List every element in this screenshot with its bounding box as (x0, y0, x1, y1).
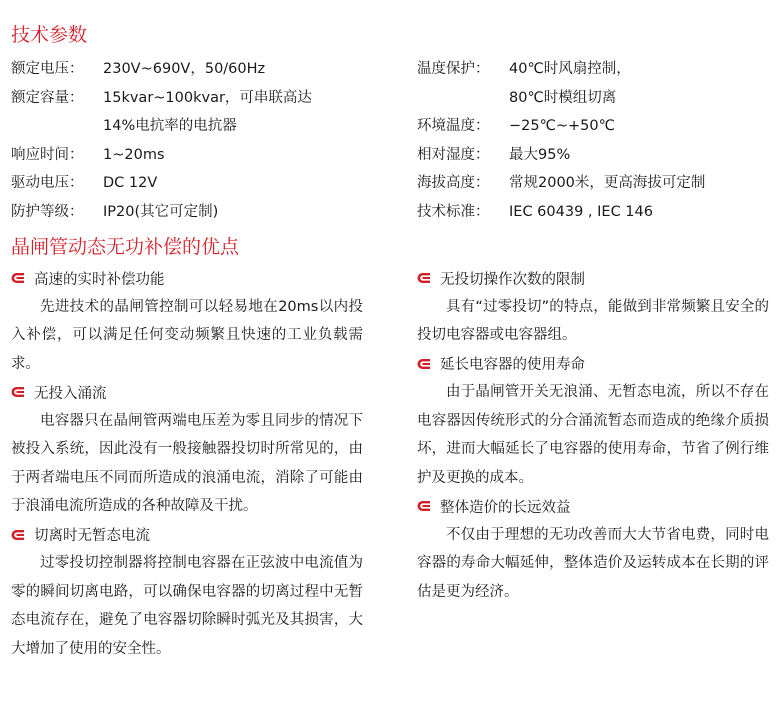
advantage-item (417, 492, 769, 606)
advantage-item (417, 264, 769, 350)
advantage-title-text: 整体造价的长远效益 (440, 499, 571, 516)
spec-value-line: DC 12V (103, 175, 158, 191)
spec-row (11, 55, 381, 84)
spec-value-line: 1~20ms (103, 146, 165, 163)
spec-heading: 技术参数 (11, 24, 88, 46)
advantage-title-text: 延长电容器的使用寿命 (440, 357, 585, 374)
spec-value-line: IP20(其它可定制) (103, 203, 219, 220)
spec-label: 额定电压： (11, 61, 84, 77)
spec-label: 环境温度： (417, 118, 490, 134)
spec-label: 额定容量： (11, 89, 84, 106)
advantage-title (11, 264, 363, 293)
spec-value-line: IEC 60439 , IEC 146 (509, 203, 653, 220)
spec-label: 海拔高度： (417, 175, 490, 191)
spec-value (509, 169, 705, 198)
advantages-list-right (417, 264, 769, 606)
spec-value (509, 198, 653, 227)
spec-value (509, 112, 615, 141)
spec-label: 防护等级： (11, 203, 84, 220)
spec-value (103, 55, 265, 84)
advantage-item (11, 521, 363, 664)
advantage-title (417, 350, 769, 379)
advantage-title (11, 521, 363, 550)
spec-value-line: −25℃~+50℃ (509, 118, 615, 134)
spec-value-line: 最大95% (509, 146, 571, 163)
advantage-item (417, 350, 769, 493)
red-bullet-icon (11, 272, 25, 284)
spec-row (417, 55, 781, 112)
advantage-title (11, 378, 363, 407)
spec-row (417, 169, 781, 198)
spec-value-line: 14%电抗率的电抗器 (103, 118, 237, 134)
spec-label: 相对湿度： (417, 146, 490, 163)
spec-value-line: 230V~690V，50/60Hz (103, 61, 266, 77)
spec-label: 技术标准： (417, 203, 490, 220)
spec-value (103, 141, 165, 170)
advantage-body: 不仅由于理想的无功改善而大大节省电费，同时电容器的寿命大幅延伸，整体造价及运转成本在长期的评估是更为经济。 (417, 526, 769, 600)
advantage-body: 电容器只在晶闸管两端电压差为零且同步的情况下被投入系统，因此没有一般接触器投切时所常见的，由于两者端电压不同而所造成的浪涌电流，消除了可能由于浪涌电流所造成的各种故障及干扰。 (11, 412, 363, 514)
advantage-body: 过零投切控制器将控制电容器在正弦波中电流值为零的瞬间切离电路，可以确保电容器的切离过程中无暂态电流存在，避免了电容器切除瞬时弧光及其损害，大大增加了使用的安全性。 (11, 555, 363, 657)
advantage-body: 由于晶闸管开关无浪涌、无暂态电流，所以不存在电容器因传统形式的分合涌流暂态而造成的绝缘介质损坏，进而大幅延长了电容器的使用寿命，节省了例行维护及更换的成本。 (417, 384, 769, 486)
spec-row (11, 84, 381, 141)
spec-value (103, 84, 312, 141)
spec-value-line: 40℃时风扇控制， (509, 61, 631, 77)
advantage-title-text: 切离时无暂态电流 (34, 528, 150, 545)
advantage-item (11, 378, 363, 521)
advantage-item (11, 264, 363, 378)
red-bullet-icon (417, 358, 431, 370)
advantages-list-left (11, 264, 363, 663)
spec-row (11, 198, 381, 227)
advantage-title (417, 264, 769, 293)
spec-row (417, 141, 781, 170)
red-bullet-icon (417, 272, 431, 284)
advantage-body: 具有“过零投切”的特点，能做到非常频繁且安全的投切电容器或电容器组。 (417, 298, 769, 343)
spec-value-line: 15kvar~100kvar，可串联高达 (103, 89, 312, 106)
red-bullet-icon (11, 529, 25, 541)
spec-row (417, 112, 781, 141)
red-bullet-icon (11, 386, 25, 398)
spec-value (103, 169, 157, 198)
advantage-title-text: 无投入涌流 (34, 385, 107, 402)
spec-row (11, 141, 381, 170)
spec-label: 响应时间： (11, 146, 84, 163)
spec-list-right (417, 55, 781, 226)
advantage-title-text: 高速的实时补偿功能 (34, 271, 165, 288)
spec-value-line: 80℃时模组切离 (509, 89, 617, 106)
advantages-heading: 晶闸管动态无功补偿的优点 (11, 236, 240, 258)
advantage-title (417, 492, 769, 521)
spec-list-left (11, 55, 381, 226)
spec-value-line: 常规2000米，更高海拔可定制 (509, 175, 706, 191)
spec-row (417, 198, 781, 227)
spec-label: 驱动电压： (11, 175, 84, 191)
spec-row (11, 169, 381, 198)
spec-label: 温度保护： (417, 61, 490, 77)
spec-value (509, 55, 631, 112)
spec-value (509, 141, 570, 170)
spec-value (103, 198, 218, 227)
red-bullet-icon (417, 500, 431, 512)
advantage-title-text: 无投切操作次数的限制 (440, 271, 585, 288)
advantage-body: 先进技术的晶闸管控制可以轻易地在20ms以内投入补偿，可以满足任何变动频繁且快速的工业负载需求。 (11, 298, 363, 372)
